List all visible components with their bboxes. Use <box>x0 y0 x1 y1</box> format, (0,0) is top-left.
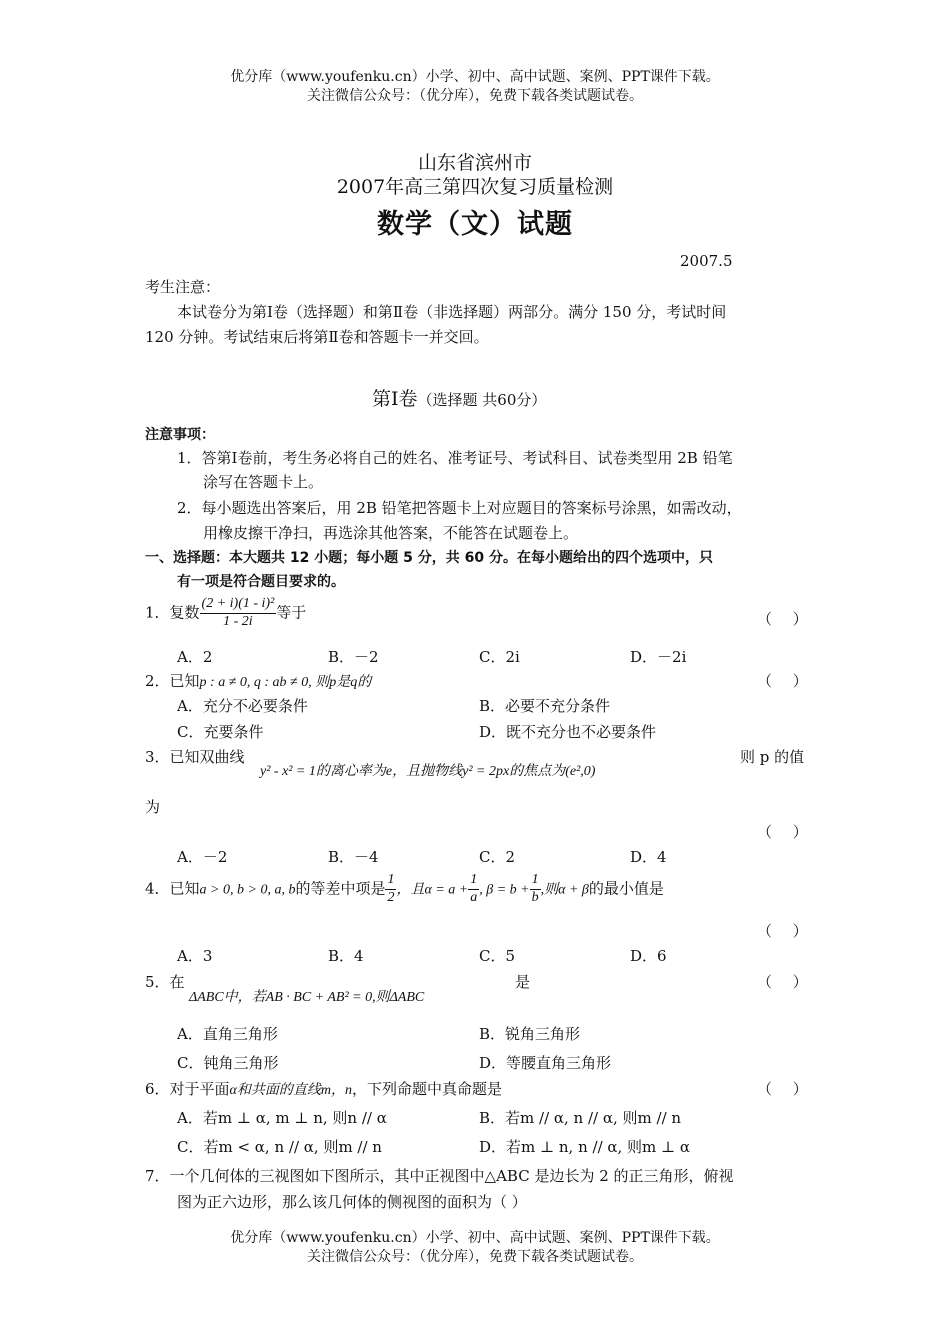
q4-half-den: 2 <box>387 889 395 905</box>
q2-option-d: D．既不充分也不必要条件 <box>479 723 657 741</box>
q3-tail-2: 为 <box>145 798 161 816</box>
q4-lead: 4．已知 <box>145 879 200 898</box>
q1-tail: 等于 <box>276 603 307 622</box>
q6-math: α和共面的直线m，n <box>229 1083 353 1098</box>
q4-math-1: a > 0, b > 0, a, b <box>199 882 296 898</box>
section1-line-1: 一、选择题：本大题共 12 小题；每小题 5 分，共 60 分。在每小题给出的四个选项中，只 <box>145 550 713 566</box>
part1-heading <box>372 384 546 411</box>
q5-lead: 5．在 <box>145 973 185 991</box>
q4-answer-paren: （ ） <box>757 922 816 940</box>
q4-option-b: B．4 <box>328 947 364 965</box>
q2-answer-paren: （ ） <box>757 672 816 690</box>
q6-option-c: C．若m < α, n // α, 则m // n <box>177 1138 382 1156</box>
q4-option-d: D．6 <box>630 947 667 965</box>
q4-stem <box>145 872 664 907</box>
q4-half <box>385 872 396 907</box>
q1-option-c: C．2i <box>479 648 520 666</box>
q2-option-b: B．必要不充分条件 <box>479 697 611 715</box>
attention-item-2a: 2．每小题选出答案后，用 2B 铅笔把答题卡上对应题目的答案标号涂黑，如需改动， <box>177 499 742 517</box>
q3-answer-paren: （ ） <box>757 823 816 841</box>
q4-tail: 的最小值是 <box>588 879 664 898</box>
notice-line-2: 120 分钟。考试结束后将第Ⅱ卷和答题卡一并交回。 <box>145 328 489 346</box>
q7-line-2: 图为正六边形，那么该几何体的侧视图的面积为（ ） <box>177 1193 527 1211</box>
footer-line-2: 关注微信公众号：（优分库），免费下载各类试题试卷。 <box>307 1249 643 1265</box>
attention-heading: 注意事项： <box>145 427 215 443</box>
q1-stem <box>145 596 306 631</box>
q4-fb-den: b <box>531 889 539 905</box>
q3-option-c: C．2 <box>479 848 516 866</box>
q4-math-4: ,则α + β <box>540 882 589 898</box>
q5-option-d: D．等腰直角三角形 <box>479 1054 612 1072</box>
q3-option-b: B．－4 <box>328 848 379 866</box>
q1-denominator: 1 - 2i <box>223 613 253 629</box>
q4-frac-b <box>530 872 541 907</box>
notice-line-1: 本试卷分为第Ⅰ卷（选择题）和第Ⅱ卷（非选择题）两部分。满分 150 分，考试时间 <box>177 303 727 321</box>
q3-math: y² - x² = 1的离心率为e，且抛物线y² = 2px的焦点为(e²,0) <box>260 764 596 779</box>
section1-line-2: 有一项是符合题目要求的。 <box>177 574 345 590</box>
q5-answer-paren: （ ） <box>757 973 816 991</box>
attention-item-1b: 涂写在答题卡上。 <box>203 473 324 491</box>
q4-half-num: 1 <box>385 872 396 890</box>
q4-option-a: A．3 <box>177 947 213 965</box>
q4-fb-num: 1 <box>530 872 541 890</box>
q1-numerator: (2 + i)(1 - i)² <box>200 596 277 614</box>
notice-heading: 考生注意： <box>145 278 221 296</box>
q6-option-d: D．若m ⊥ n, n // α, 则m ⊥ α <box>479 1138 691 1156</box>
q6-option-b: B．若m // α, n // α, 则m // n <box>479 1109 682 1127</box>
q5-option-a: A．直角三角形 <box>177 1025 278 1043</box>
q3-option-a: A．－2 <box>177 848 228 866</box>
q5-math: ΔABC中，若AB · BC + AB² = 0,则ΔABC <box>189 990 425 1005</box>
title-exam: 2007年高三第四次复习质量检测 <box>336 176 614 198</box>
q1-option-a: A．2 <box>177 648 213 666</box>
q1-fraction <box>200 596 277 631</box>
q2-math: p : a ≠ 0, q : ab ≠ 0, 则p是q的 <box>199 675 372 690</box>
q1-option-d: D．－2i <box>630 648 687 666</box>
q4-option-c: C．5 <box>479 947 516 965</box>
header-line-2: 关注微信公众号：（优分库），免费下载各类试题试卷。 <box>307 88 643 104</box>
q6-lead: 6．对于平面 <box>145 1080 230 1098</box>
q3-lead: 3．已知双曲线 <box>145 748 245 766</box>
q5-option-b: B．锐角三角形 <box>479 1025 581 1043</box>
q4-fa-num: 1 <box>468 872 479 890</box>
q1-answer-paren: （ ） <box>757 610 816 628</box>
header-line-1: 优分库（www.youfenku.cn）小学、初中、高中试题、案例、PPT课件下载。 <box>230 69 720 85</box>
part1-subtitle: （选择题 共60分） <box>417 391 547 409</box>
title-subject: 数学（文）试题 <box>377 209 573 240</box>
q6-option-a: A．若m ⊥ α, m ⊥ n, 则n // α <box>177 1109 387 1127</box>
attention-item-2b: 用橡皮擦干净扫，再选涂其他答案，不能答在试题卷上。 <box>203 524 579 542</box>
q2-option-c: C．充要条件 <box>177 723 264 741</box>
q6-tail: ，下列命题中真命题是 <box>352 1080 503 1098</box>
q6-answer-paren: （ ） <box>757 1080 816 1098</box>
q4-text-1: 的等差中项是 <box>295 879 386 898</box>
q4-math-2: ，且α = a + <box>396 882 469 898</box>
q7-line-1: 7．一个几何体的三视图如下图所示，其中正视图中△ABC 是边长为 2 的正三角形，俯视 <box>145 1167 734 1185</box>
footer-line-1: 优分库（www.youfenku.cn）小学、初中、高中试题、案例、PPT课件下载。 <box>230 1230 720 1246</box>
attention-item-1a: 1．答第Ⅰ卷前，考生务必将自己的姓名、准考证号、考试科目、试卷类型用 2B 铅笔 <box>177 449 733 467</box>
q3-option-d: D．4 <box>630 848 667 866</box>
q4-math-3: , β = b + <box>479 882 530 898</box>
q2-option-a: A．充分不必要条件 <box>177 697 308 715</box>
part1-title: 第Ⅰ卷 <box>372 388 418 410</box>
q6-stem <box>145 1078 502 1099</box>
q2-lead: 2．已知 <box>145 672 200 690</box>
q1-option-b: B．－2 <box>328 648 379 666</box>
q5-tail: 是 <box>515 973 531 991</box>
q2-stem <box>145 670 371 691</box>
title-region: 山东省滨州市 <box>417 152 532 174</box>
q1-lead: 1．复数 <box>145 603 200 622</box>
q4-fa-den: a <box>470 889 478 905</box>
q3-tail: 则 p 的值 <box>740 748 805 766</box>
q4-frac-a <box>468 872 479 907</box>
exam-date: 2007.5 <box>680 252 733 270</box>
q5-option-c: C．钝角三角形 <box>177 1054 279 1072</box>
